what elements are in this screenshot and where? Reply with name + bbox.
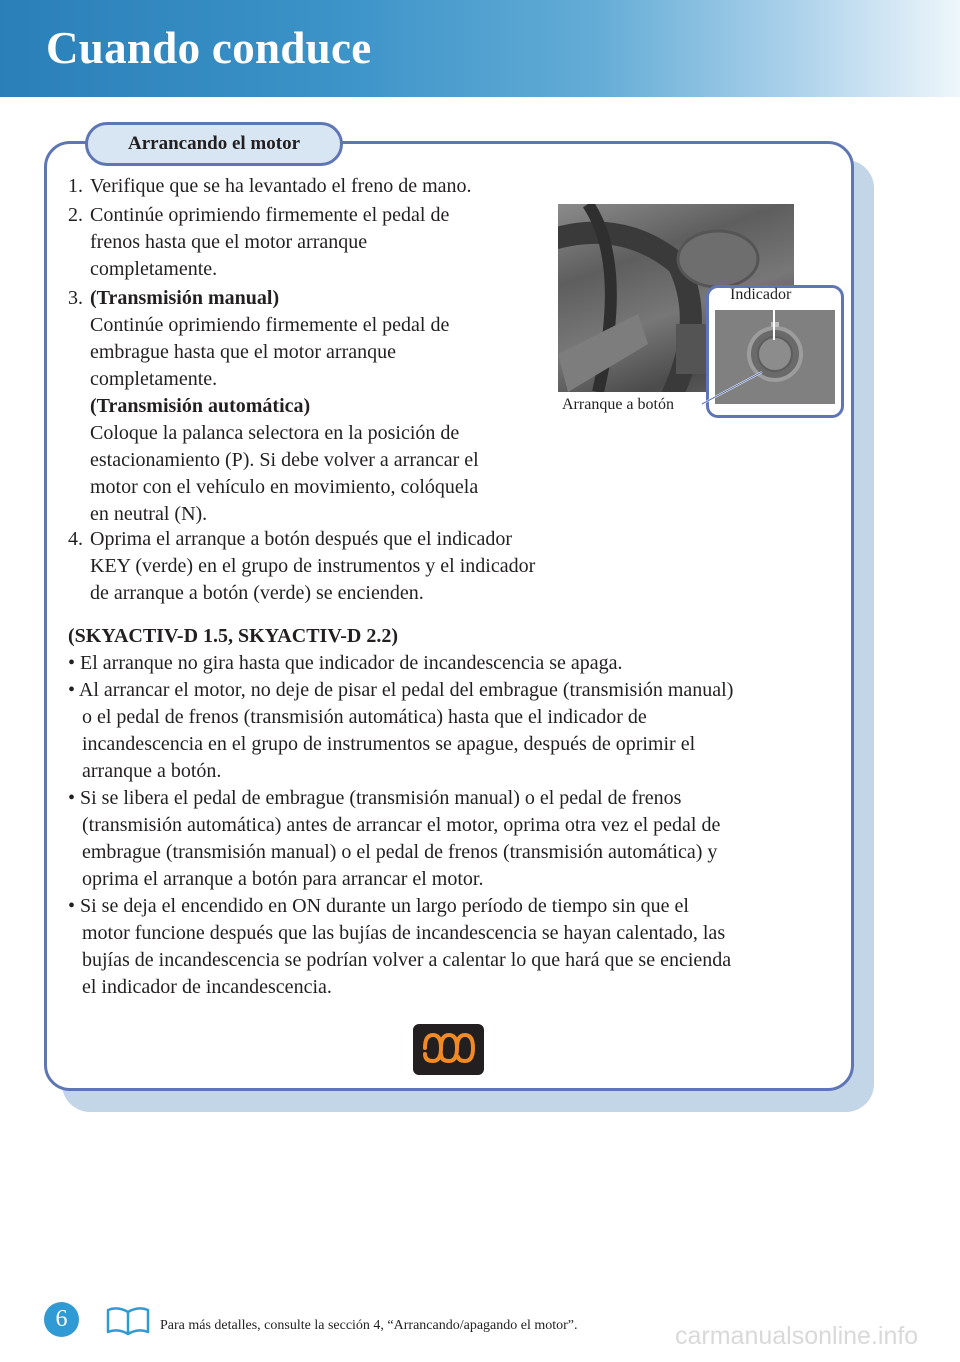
step-line: Verifique que se ha levantado el freno de mano. (90, 175, 472, 197)
step-line: Coloque la palanca selectora en la posición de (90, 422, 460, 444)
page-header (0, 0, 960, 97)
diesel-heading: (SKYACTIV-D 1.5, SKYACTIV-D 2.2) (68, 625, 399, 647)
step-line: Continúe oprimiendo firmemente el pedal de (90, 314, 450, 336)
step-line: de arranque a botón (verde) se encienden. (90, 582, 424, 604)
step-2 (68, 202, 538, 283)
bullet-line: el indicador de incandescencia. (82, 976, 332, 998)
page-number: 6 (44, 1302, 79, 1337)
bullet-line: motor funcione después que las bujías de incandescencia se hayan calentado, las (82, 922, 726, 944)
indicator-label: Indicador (730, 286, 792, 303)
glow-plug-indicator-icon (413, 1024, 484, 1075)
watermark: carmanualsonline.info (675, 1322, 919, 1350)
bullet-item (68, 677, 848, 785)
step-line: Oprima el arranque a botón después que el indicador (90, 528, 513, 550)
bullet-line: • Al arrancar el motor, no deje de pisar el pedal del embrague (transmisión manual) (68, 679, 734, 701)
bullet-line: • El arranque no gira hasta que indicador de incandescencia se apaga. (68, 652, 623, 674)
step-3 (68, 285, 548, 528)
step-line: motor con el vehículo en movimiento, colóquela (90, 476, 479, 498)
step-number: 4. (68, 528, 83, 550)
glow-plug-indicator (413, 1024, 484, 1075)
step-number: 2. (68, 204, 83, 226)
bullet-line: (transmisión automática) antes de arrancar el motor, oprima otra vez el pedal de (82, 814, 721, 836)
step-4 (68, 526, 628, 607)
manual-transmission-heading: (Transmisión manual) (90, 287, 280, 309)
step-line: frenos hasta que el motor arranque (90, 231, 368, 253)
step-line: embrague hasta que el motor arranque (90, 341, 396, 363)
bullet-line: • Si se deja el encendido en ON durante un largo período de tiempo sin que el (68, 895, 689, 917)
footer-reference: Para más detalles, consulte la sección 4, “Arrancando/apagando el motor”. (160, 1318, 578, 1333)
push-button-start-icon (715, 310, 835, 404)
bullet-item (68, 785, 848, 893)
bullet-line: embrague (transmisión manual) o el pedal de frenos (transmisión automática) y (82, 841, 718, 863)
page-title: Cuando conduce (46, 23, 372, 73)
bullet-line: oprima el arranque a botón para arrancar el motor. (82, 868, 484, 890)
bullet-line: • Si se libera el pedal de embrague (transmisión manual) o el pedal de frenos (68, 787, 682, 809)
section-tab: Arrancando el motor (85, 122, 343, 166)
step-1 (68, 173, 588, 200)
automatic-transmission-heading: (Transmisión automática) (90, 395, 311, 417)
step-line: estacionamiento (P). Si debe volver a arrancar el (90, 449, 479, 471)
button-zoom-photo (715, 310, 835, 404)
bullet-line: bujías de incandescencia se podrían volver a calentar lo que hará que se encienda (82, 949, 732, 971)
step-line: completamente. (90, 368, 218, 390)
step-line: en neutral (N). (90, 503, 208, 525)
bullet-line: o el pedal de frenos (transmisión automática) hasta que el indicador de (82, 706, 647, 728)
bullet-line: arranque a botón. (82, 760, 222, 782)
bullet-item (68, 893, 848, 1001)
step-number: 1. (68, 175, 83, 197)
diesel-notes (68, 623, 848, 1001)
bullet-line: incandescencia en el grupo de instrumentos se apague, después de oprimir el (82, 733, 696, 755)
step-line: Continúe oprimiendo firmemente el pedal de (90, 204, 450, 226)
book-icon (104, 1304, 152, 1336)
push-button-label: Arranque a botón (562, 396, 674, 413)
step-line: completamente. (90, 258, 218, 280)
step-number: 3. (68, 287, 83, 309)
step-line: KEY (verde) en el grupo de instrumentos y el indicador (90, 555, 536, 577)
bullet-item (68, 650, 848, 677)
button-zoom-callout (706, 285, 844, 418)
